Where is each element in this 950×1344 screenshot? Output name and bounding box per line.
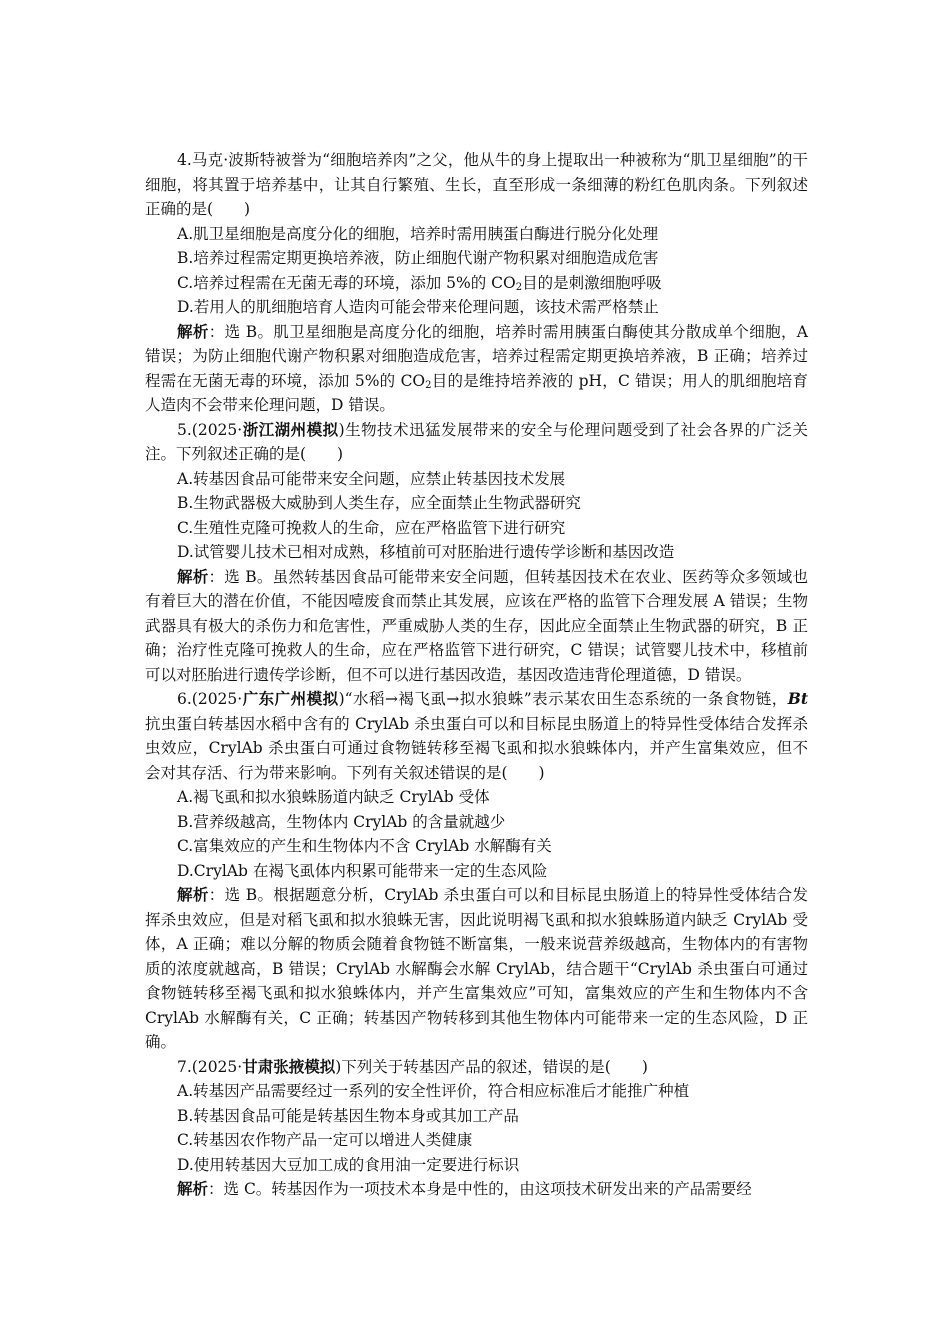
- question-7-source: 甘肃张掖模拟: [242, 1056, 336, 1076]
- question-6-option-d: D.CrylAb 在褐飞虱体内积累可能带来一定的生态风险: [177, 861, 548, 880]
- question-5-option-d: D.试管婴儿技术已相对成熟，移植前可对胚胎进行遗传学诊断和基因改造: [177, 543, 675, 561]
- question-4-option-d: D.若用人的肌细胞培育人造肉可能会带来伦理问题，该技术需严格禁止: [177, 298, 659, 316]
- question-7-option-a: A.转基因产品需要经过一系列的安全性评价，符合相应标准后才能推广种植: [177, 1082, 690, 1100]
- question-5-analysis: 解析：选 B。虽然转基因食品可能带来安全问题，但转基因技术在农业、医药等众多领域也有着巨大的潜在价值，不能因噎废食而禁止其发展，应该在严格的监管下合理发展 A 错误；生物武器具有极大的杀伤力和危害性，严重威胁人类的生存，因此应全面禁止生物武器的研究，B 正确；治疗性克隆可挽救人的生命，应在严格监管下进行研究，C 错误；试管婴儿技术中，移植前可以对胚胎进行遗传学诊断，但不可以进行基因改造，基因改造违背伦理道德，D 错误。: [145, 566, 808, 684]
- bt-term: Bt: [787, 689, 808, 708]
- question-4-stem: 4.马克·波斯特被誉为“细胞培养肉”之父，他从牛的身上提取出一种被称为“肌卫星细胞”的干细胞，将其置于培养基中，让其自行繁殖、生长，直至形成一条细薄的粉红色肌肉条。下列叙述正确的是( ): [145, 151, 808, 218]
- question-6-stem: 6.(2025·广东广州模拟)“水稻→褐飞虱→拟水狼蛛”表示某农田生态系统的一条食物链，Bt 抗虫蛋白转基因水稻中含有的 CrylAb 杀虫蛋白可以和目标昆虫肠道上的特异性受体结合发挥杀虫效应，CrylAb 杀虫蛋白可通过食物链转移至褐飞虱和拟水狼蛛体内，并产生富集效应，但不会对其存活、行为带来影响。下列有关叙述错误的是( ): [145, 689, 808, 782]
- question-4-option-a: A.肌卫星细胞是高度分化的细胞，培养时需用胰蛋白酶进行脱分化处理: [177, 224, 659, 243]
- question-5-option-c: C.生殖性克隆可挽救人的生命，应在严格监管下进行研究: [177, 518, 566, 537]
- question-4-option-b: B.培养过程需定期更换培养液，防止细胞代谢产物积累对细胞造成危害: [177, 249, 659, 267]
- question-6-analysis: 解析：选 B。根据题意分析，CrylAb 杀虫蛋白可以和目标昆虫肠道上的特异性受体结合发挥杀虫效应，但是对稻飞虱和拟水狼蛛无害，因此说明褐飞虱和拟水狼蛛肠道内缺乏 CrylAb 受体，A 正确；难以分解的物质会随着食物链不断富集，一般来说营养级越高，生物体内的有害物质的浓度就越高，B 错误；CrylAb 水解酶会水解 CrylAb，结合题干“CrylAb 杀虫蛋白可通过食物链转移至褐飞虱和拟水狼蛛体内，并产生富集效应”可知，富集效应的产生和生物体内不含 CrylAb 水解酶有关，C 正确；转基因产物转移到其他生物体内可能带来一定的生态风险，D 正确。: [145, 885, 808, 1051]
- question-4-analysis: 解析：选 B。肌卫星细胞是高度分化的细胞，培养时需用胰蛋白酶使其分散成单个细胞，A 错误；为防止细胞代谢产物积累对细胞造成危害，培养过程需定期更换培养液，B 正确；培养过程需在无菌无毒的环境，添加 5%的 $CO_2$目的是维持培养液的 pH，C 错误；用人的肌细胞培育人造肉不会带来伦理问题，D 错误。: [145, 321, 808, 414]
- question-6-source: 广东广州模拟: [242, 689, 339, 708]
- question-5-stem: 5.(2025·浙江湖州模拟)生物技术迅猛发展带来的安全与伦理问题受到了社会各界的广泛关注。下列叙述正确的是( ): [145, 419, 808, 463]
- question-5-option-a: A.转基因食品可能带来安全问题，应禁止转基因技术发展: [177, 469, 566, 488]
- question-7-stem: 7.(2025·甘肃张掖模拟)下列关于转基因产品的叙述，错误的是( ): [177, 1056, 648, 1076]
- question-7-option-c: C.转基因农作物产品一定可以增进人类健康: [177, 1131, 473, 1149]
- question-4-option-c: C.培养过程需在无菌无毒的环境，添加 5%的 $CO_2$目的是刺激细胞呼吸: [177, 273, 662, 293]
- question-5-source: 浙江湖州模拟: [242, 419, 339, 439]
- analysis-label: 解析: [177, 321, 209, 341]
- question-6-option-a: A.褐飞虱和拟水狼蛛肠道内缺乏 CrylAb 受体: [177, 788, 490, 806]
- question-7-option-d: D.使用转基因大豆加工成的食用油一定要进行标识: [177, 1155, 520, 1174]
- analysis-label: 解析: [177, 566, 209, 586]
- analysis-label: 解析: [177, 1179, 209, 1198]
- question-5-option-b: B.生物武器极大威胁到人类生存，应全面禁止生物武器研究: [177, 494, 581, 512]
- analysis-label: 解析: [177, 885, 209, 904]
- question-7-analysis: 解析：选 C。转基因作为一项技术本身是中性的，由这项技术研发出来的产品需要经: [177, 1179, 752, 1198]
- question-6-option-c: C.富集效应的产生和生物体内不含 CrylAb 水解酶有关: [177, 837, 552, 855]
- question-6-option-b: B.营养级越高，生物体内 CrylAb 的含量就越少: [177, 812, 506, 831]
- question-7-option-b: B.转基因食品可能是转基因生物本身或其加工产品: [177, 1106, 519, 1125]
